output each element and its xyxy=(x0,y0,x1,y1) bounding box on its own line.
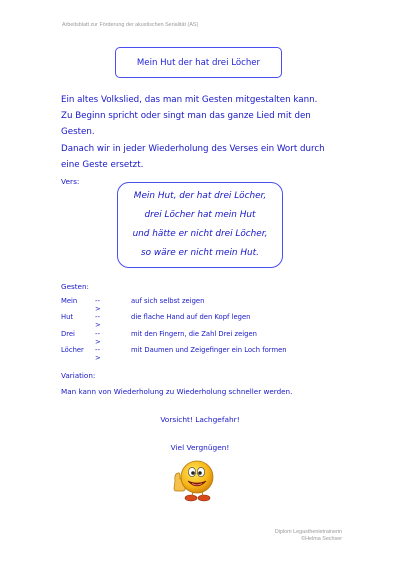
gesten-arrow: --> xyxy=(95,345,101,362)
gesten-word: Löcher xyxy=(61,345,84,354)
gesten-arrow: --> xyxy=(95,313,101,330)
gesten-desc: die flache Hand auf den Kopf legen xyxy=(131,313,251,322)
variation-label: Variation: xyxy=(61,371,96,380)
footer xyxy=(275,529,342,544)
closing-text: Viel Vergnügen! xyxy=(170,443,230,452)
intro-line-1: Ein altes Volkslied, das man mit Gesten mitgestalten kann. xyxy=(61,95,318,105)
verse-line-3: und hätte er nicht drei Löcher, xyxy=(132,229,268,239)
gesten-desc: mit Daumen und Zeigefinger ein Loch formen xyxy=(131,345,287,354)
thumbs-up-smiley-icon xyxy=(171,455,217,505)
title-box xyxy=(115,47,282,78)
intro-line-3: Danach wir in jeder Wiederholung des Verses ein Wort durch eine Geste ersetzt. xyxy=(61,143,325,170)
page-title: Mein Hut der hat drei Löcher xyxy=(136,57,261,68)
verse-line-4: so wäre er nicht mein Hut. xyxy=(141,247,259,258)
verse-box xyxy=(117,182,283,268)
footer-line-2: ©Helma Sechser xyxy=(301,536,342,543)
gesten-arrow: --> xyxy=(95,329,101,346)
verse-line-1: Mein Hut, der hat drei Löcher, xyxy=(133,191,267,202)
footer-line-1: Diplom Legasthenietrainerin xyxy=(274,529,342,535)
worksheet-header: Arbeitsblatt zur Förderung der akustischen Serialität (AS) xyxy=(62,22,199,28)
warning-text: Vorsicht! Lachgefahr! xyxy=(160,415,240,424)
gesten-arrow: --> xyxy=(95,297,101,313)
intro-line-2: Zu Beginn spricht oder singt man das ganze Lied mit den Gesten. xyxy=(61,111,311,138)
vers-label: Vers: xyxy=(61,177,80,186)
gesten-label: Gesten: xyxy=(61,282,89,291)
verse-line-2: drei Löcher hat mein Hut xyxy=(144,210,256,221)
gesten-word: Mein xyxy=(61,297,78,305)
gesten-word: Hut xyxy=(61,313,74,322)
gesten-desc: auf sich selbst zeigen xyxy=(131,297,205,305)
gesten-word: Drei xyxy=(61,329,75,338)
intro-text xyxy=(61,92,341,173)
gesten-desc: mit den Fingern, die Zahl Drei zeigen xyxy=(131,329,257,338)
variation-text: Man kann von Wiederholung zu Wiederholung schneller werden. xyxy=(61,387,293,396)
